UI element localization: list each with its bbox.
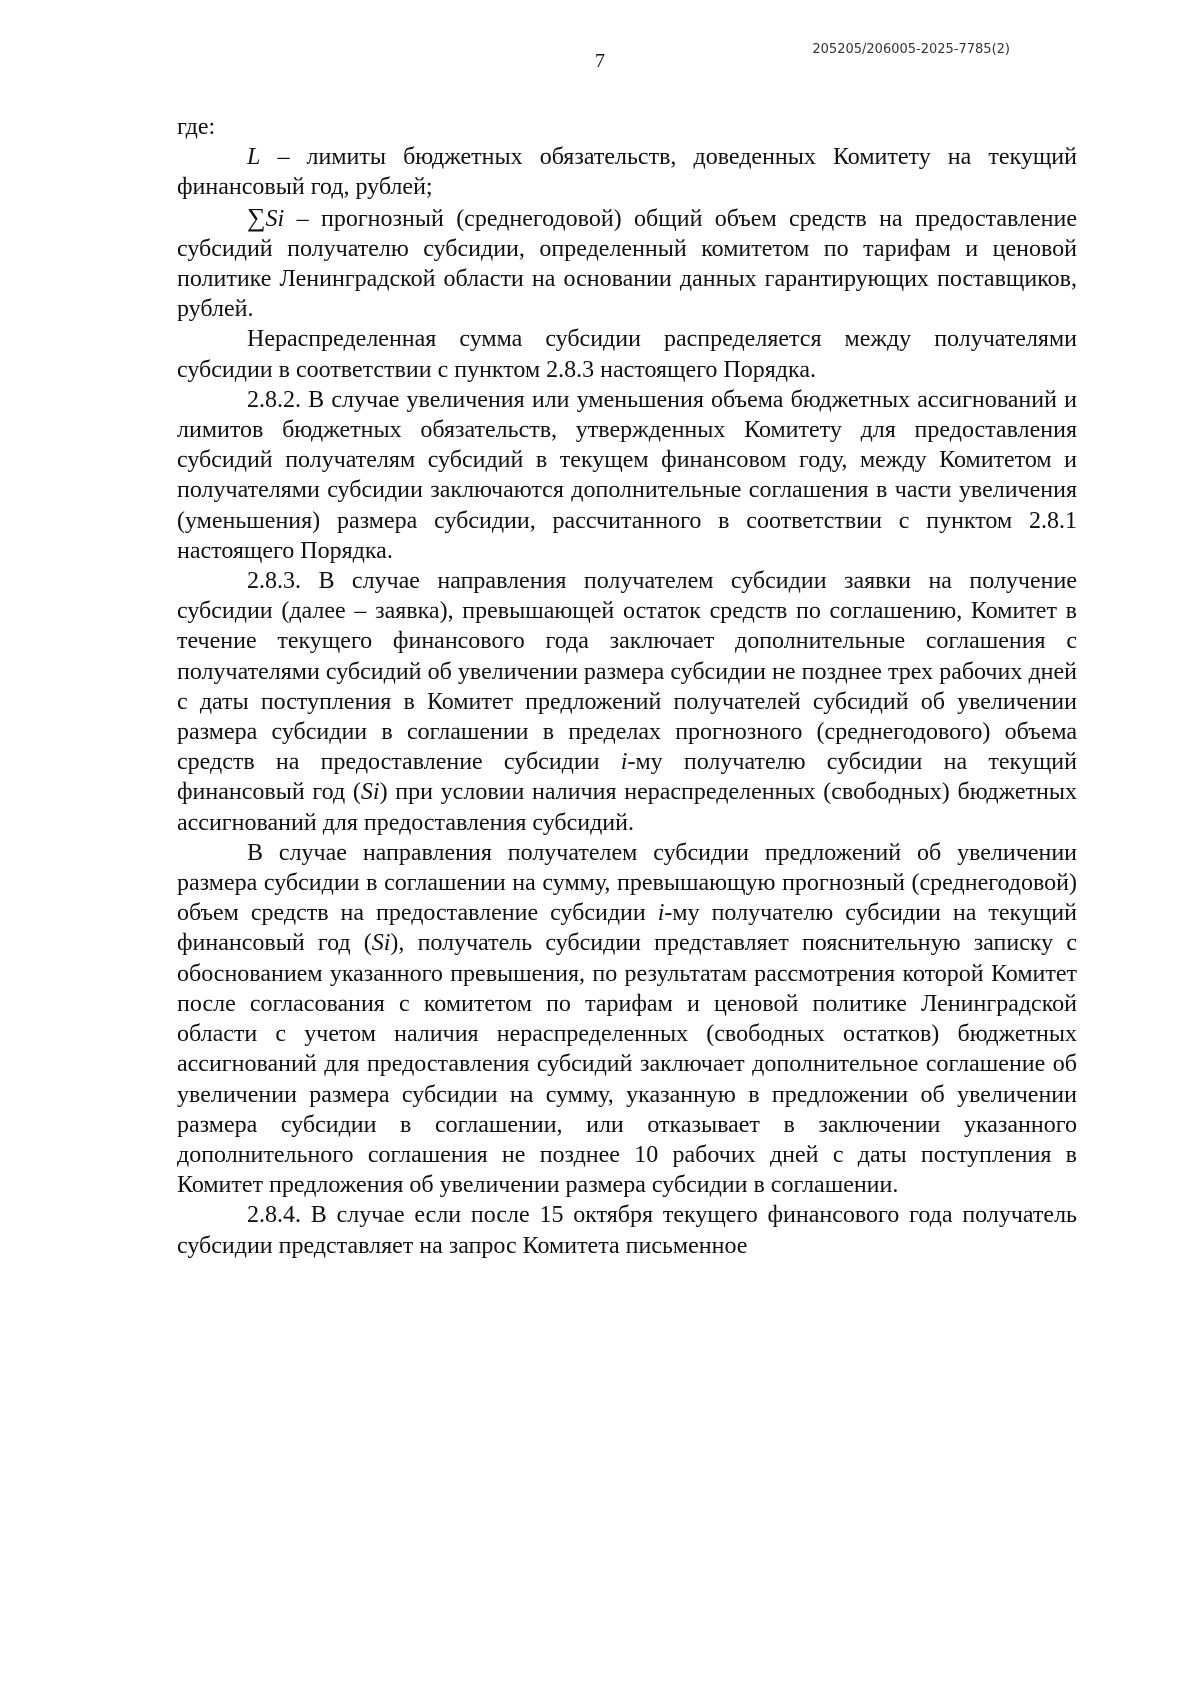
symbol-si-inline: Si	[360, 779, 380, 806]
paragraph-2-8-3	[177, 566, 1077, 838]
paragraph-unallocated: Нераспределенная сумма субсидии распределяется между получателями субсидии в соответствии с пунктом 2.8.3 настоящего Порядка.	[177, 326, 1077, 383]
definition-si-text: – прогнозный (среднегодовой) общий объем средств на предоставление субсидий получателю субсидии, определенный комитетом по тарифам и ценовой политике Ленинградской области на основании данных гарантирующих поставщиков, рублей.	[177, 205, 1078, 323]
paragraph-2-8-3-part-a: 2.8.3. В случае направления получателем субсидии заявки на получение субсидии (далее – заявка), превышающей остаток средств по соглашению, Комитет в течение текущего финансового года заключает дополнительные соглашения с получателями субсидий об увеличении размера субсидии не позднее трех рабочих дней с даты поступления в Комитет предложений получателей субсидий об увеличении размера субсидии в соглашении в пределах прогнозного (среднегодового) объема средств на предоставление субсидии	[177, 568, 1077, 776]
symbol-si: Si	[265, 205, 285, 232]
symbol-i: i	[620, 749, 628, 776]
document-id: 205205/206005-2025-7785(2)	[812, 42, 1010, 57]
paragraph-2-8-3-part-c: ) при условии наличия нераспределенных (свободных) бюджетных ассигнований для предоставления субсидий.	[177, 779, 1077, 836]
paragraph-excess-part-b: -му получателю субсидии на текущий финансовый год (	[177, 900, 1077, 957]
definition-l	[177, 142, 1077, 202]
paragraph-excess-part-a: В случае направления получателем субсидии предложений об увеличении размера субсидии в соглашении на сумму, превышающую прогнозный (среднегодовой) объем средств на предоставление субсидии	[177, 839, 1077, 927]
document-body	[177, 112, 1077, 1261]
intro-text: где:	[177, 114, 216, 140]
paragraph-2-8-3-part-b: -му получателю субсидии на текущий финансовый год (	[177, 749, 1077, 806]
definition-sum-si	[177, 203, 1077, 325]
symbol-l: L	[247, 144, 261, 171]
sigma-symbol: ∑	[247, 202, 266, 232]
symbol-si-inline: Si	[371, 930, 391, 957]
paragraph-excess	[177, 838, 1077, 1200]
paragraph-2-8-2: 2.8.2. В случае увеличения или уменьшения объема бюджетных ассигнований и лимитов бюджетных обязательств, утвержденных Комитету для предоставления субсидий получателям субсидий в текущем финансовом году, между Комитетом и получателями субсидии заключаются дополнительные соглашения в части увеличения (уменьшения) размера субсидии, рассчитанного в соответствии с пунктом 2.8.1 настоящего Порядка.	[177, 386, 1077, 564]
paragraph-excess-part-c: ), получатель субсидии представляет пояснительную записку с обоснованием указанного превышения, по результатам рассмотрения которой Комитет после согласования с комитетом по тарифам и ценовой политике Ленинградской области с учетом наличия нераспределенных (свободных остатков) бюджетных ассигнований для предоставления субсидий заключает дополнительное соглашение об увеличении размера субсидии на сумму, указанную в предложении об увеличении размера субсидии в соглашении, или отказывает в заключении указанного дополнительного соглашения не позднее 10 рабочих дней с даты поступления в Комитет предложения об увеличении размера субсидии в соглашении.	[177, 930, 1077, 1199]
paragraph-2-8-4: 2.8.4. В случае если после 15 октября текущего финансового года получатель субсидии представляет на запрос Комитета письменное	[177, 1202, 1077, 1259]
definition-l-text: – лимиты бюджетных обязательств, доведенных Комитету на текущий финансовый год, рублей;	[177, 144, 1077, 201]
symbol-i: i	[657, 900, 665, 927]
page-number: 7	[595, 50, 605, 72]
